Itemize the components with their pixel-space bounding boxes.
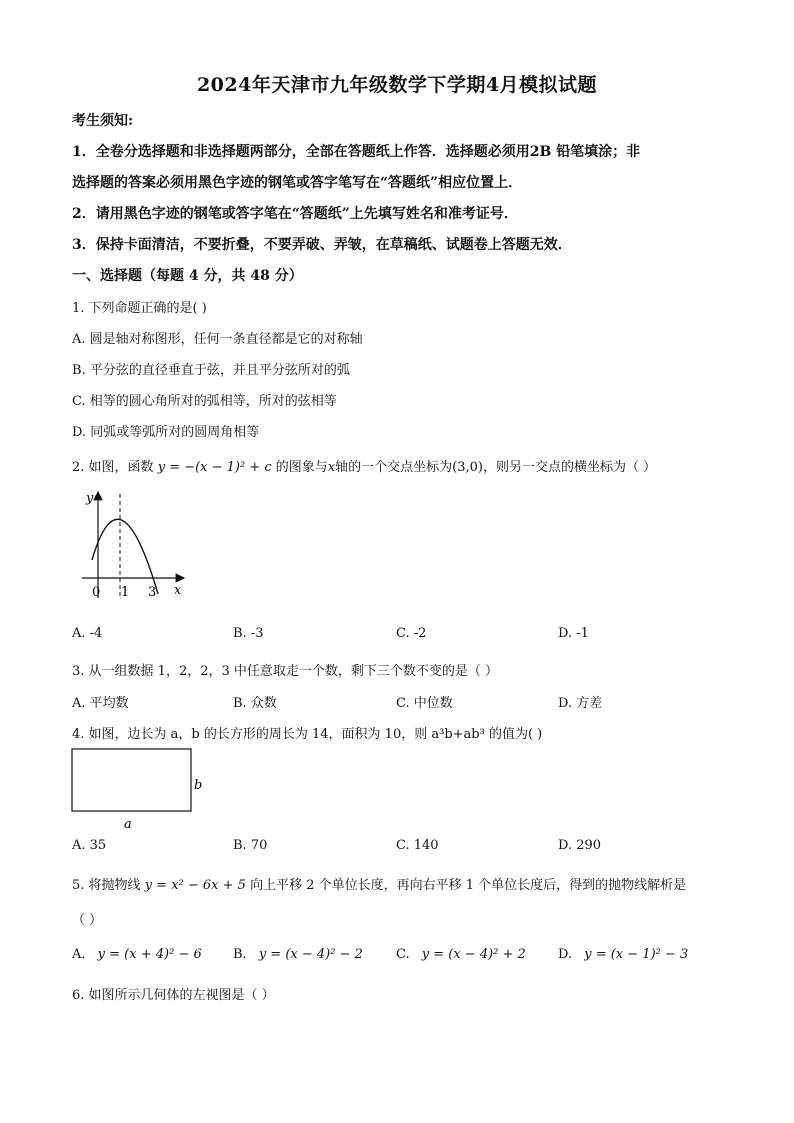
q5-stem-pre: 5. 将抛物线 bbox=[72, 878, 141, 893]
q3-stem: 3. 从一组数据 1，2，2，3 中任意取走一个数，剩下三个数不变的是（ ） bbox=[72, 664, 499, 679]
q4-rectangle bbox=[72, 749, 191, 811]
q4-option-b: B. 70 bbox=[233, 838, 268, 853]
q1-option-d: D. 同弧或等弧所对的圆周角相等 bbox=[72, 425, 260, 440]
q2-three-label: 3 bbox=[148, 585, 157, 600]
q4-rectangle-figure bbox=[70, 747, 210, 831]
q2-x-var: x bbox=[327, 460, 336, 475]
q1-stem: 1. 下列命题正确的是( ) bbox=[72, 301, 207, 316]
q5-option-a-formula: y = (x + 4)² − 6 bbox=[97, 947, 202, 962]
q5-option-b-formula: y = (x − 4)² − 2 bbox=[258, 947, 363, 962]
q3-option-c: C. 中位数 bbox=[396, 696, 453, 711]
q5-blank: （ ） bbox=[72, 913, 103, 928]
q2-one-label: 1 bbox=[121, 585, 130, 600]
q2-formula: y = −(x − 1)² + c bbox=[157, 460, 272, 475]
q4-option-a: A. 35 bbox=[72, 838, 107, 853]
q2-parabola-graph bbox=[78, 486, 198, 604]
notice-item-2: 2．请用黑色字迹的钢笔或答字笔在“答题纸”上先填写姓名和准考证号． bbox=[72, 206, 518, 222]
q5-option-c-label: C. bbox=[396, 947, 410, 962]
section-heading: 一、选择题（每题 4 分，共 48 分） bbox=[72, 268, 303, 284]
q3-option-b: B. 众数 bbox=[233, 696, 277, 711]
q5-option-d-formula: y = (x − 1)² − 3 bbox=[584, 947, 689, 962]
q3-option-a: A. 平均数 bbox=[72, 696, 129, 711]
q5-stem bbox=[72, 874, 686, 893]
page-title: 2024年天津市九年级数学下学期4月模拟试题 bbox=[196, 74, 598, 96]
q4-a-label: a bbox=[124, 817, 132, 831]
q5-formula: y = x² − 6x + 5 bbox=[144, 878, 246, 893]
q5-option-a-label: A. bbox=[72, 947, 86, 962]
q4-stem: 4. 如图，边长为 a，b 的长方形的周长为 14，面积为 10，则 a³b+ab³ 的值为( ) bbox=[72, 727, 543, 742]
q2-y-label: y bbox=[86, 491, 94, 506]
q4-b-label: b bbox=[194, 778, 203, 793]
q2-option-d: D. -1 bbox=[558, 626, 589, 641]
q6-stem: 6. 如图所示几何体的左视图是（ ） bbox=[72, 988, 275, 1003]
q2-x-label: x bbox=[174, 583, 182, 598]
q2-option-b: B. -3 bbox=[233, 626, 264, 641]
q5-option-a bbox=[72, 947, 202, 962]
q2-parabola-curve bbox=[92, 519, 158, 594]
q3-option-d: D. 方差 bbox=[558, 696, 603, 711]
q5-stem-post: 向上平移 2 个单位长度，再向右平移 1 个单位长度后，得到的抛物线解析是 bbox=[250, 878, 687, 893]
q4-option-c: C. 140 bbox=[396, 838, 439, 853]
q5-option-d-label: D. bbox=[558, 947, 573, 962]
notice-item-1b: 选择题的答案必须用黑色字迹的钢笔或答字笔写在“答题纸”相应位置上． bbox=[72, 175, 523, 191]
q4-option-d: D. 290 bbox=[558, 838, 602, 853]
notice-item-3: 3．保持卡面清洁，不要折叠，不要弄破、弄皱，在草稿纸、试题卷上答题无效． bbox=[72, 237, 572, 253]
q2-stem-mid: 的图象与 bbox=[275, 460, 328, 475]
q2-option-a: A. -4 bbox=[72, 626, 103, 641]
q2-stem-post: 轴的一个交点坐标为(3,0)，则另一交点的横坐标为（ ） bbox=[335, 460, 657, 475]
q1-option-c: C. 相等的圆心角所对的弧相等，所对的弦相等 bbox=[72, 394, 337, 409]
notice-heading: 考生须知: bbox=[72, 113, 134, 129]
q2-stem bbox=[72, 456, 656, 475]
q5-option-b bbox=[233, 947, 363, 962]
q5-option-b-label: B. bbox=[233, 947, 247, 962]
q2-origin-label: 0 bbox=[92, 585, 101, 600]
notice-item-1a: 1．全卷分选择题和非选择题两部分，全部在答题纸上作答．选择题必须用2B 铅笔填涂；非 bbox=[72, 144, 641, 160]
q5-option-c-formula: y = (x − 4)² + 2 bbox=[421, 947, 526, 962]
q1-option-a: A. 圆是轴对称图形，任何一条直径都是它的对称轴 bbox=[72, 332, 363, 347]
q2-stem-pre: 2. 如图，函数 bbox=[72, 460, 154, 475]
q5-option-d bbox=[558, 947, 688, 962]
q2-option-c: C. -2 bbox=[396, 626, 427, 641]
q5-option-c bbox=[396, 947, 526, 962]
q1-option-b: B. 平分弦的直径垂直于弦，并且平分弦所对的弧 bbox=[72, 363, 350, 378]
